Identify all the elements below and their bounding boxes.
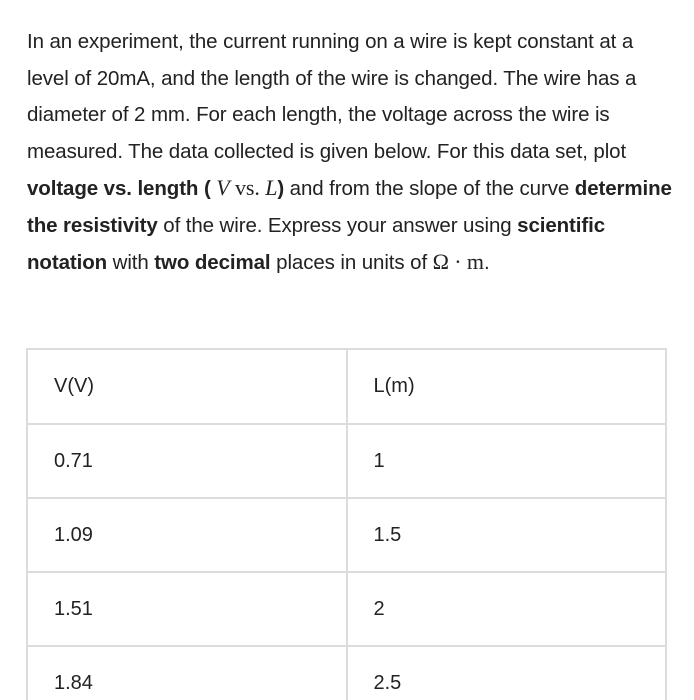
cell-length: 1	[347, 424, 667, 498]
table-row	[27, 572, 666, 646]
math-variable-v: V	[216, 175, 230, 200]
math-vs-word: vs.	[229, 175, 266, 200]
table-row	[27, 646, 666, 700]
question-text-part-4: with	[107, 251, 155, 274]
question-text-part-6: .	[483, 251, 490, 274]
table-row	[27, 424, 666, 498]
question-bold-part-5: two decimal	[154, 251, 271, 274]
question-bold-part-3: determine the resistivity	[27, 177, 672, 237]
question-bold-part-4: scientific notation	[27, 213, 606, 274]
table-row	[27, 498, 666, 572]
cell-voltage: 1.51	[27, 572, 347, 646]
table-header-row	[27, 349, 666, 424]
cell-length: 2.5	[347, 646, 667, 700]
data-table	[26, 348, 667, 700]
data-table-container	[26, 348, 667, 700]
question-bold-part-2: )	[277, 177, 285, 200]
cell-length: 2	[347, 572, 667, 646]
math-vs-expression	[216, 175, 277, 200]
cell-voltage: 1.84	[27, 646, 347, 700]
question-text-part-1: In an experiment, the current running on a wire is kept constant at a level of 20mA, and the length of the wire is changed. The wire has a diameter of 2 mm. For each length, the voltage across the wire is measured. The data collected is given below. For this data set, plot	[27, 30, 637, 163]
header-length: L(m)	[347, 349, 667, 424]
header-voltage: V(V)	[27, 349, 347, 424]
question-text-part-3: of the wire. Express your answer using	[157, 213, 518, 237]
question-bold-part-1: voltage vs. length (	[27, 177, 211, 200]
resistivity-unit: Ω · m	[432, 249, 484, 274]
math-variable-l: L	[265, 175, 278, 200]
question-text-part-5: places in units of	[270, 251, 433, 274]
question-text-part-2: and from the slope of the curve	[284, 177, 575, 200]
cell-voltage: 0.71	[27, 424, 347, 498]
cell-voltage: 1.09	[27, 498, 347, 572]
cell-length: 1.5	[347, 498, 667, 572]
question-text	[27, 24, 677, 282]
